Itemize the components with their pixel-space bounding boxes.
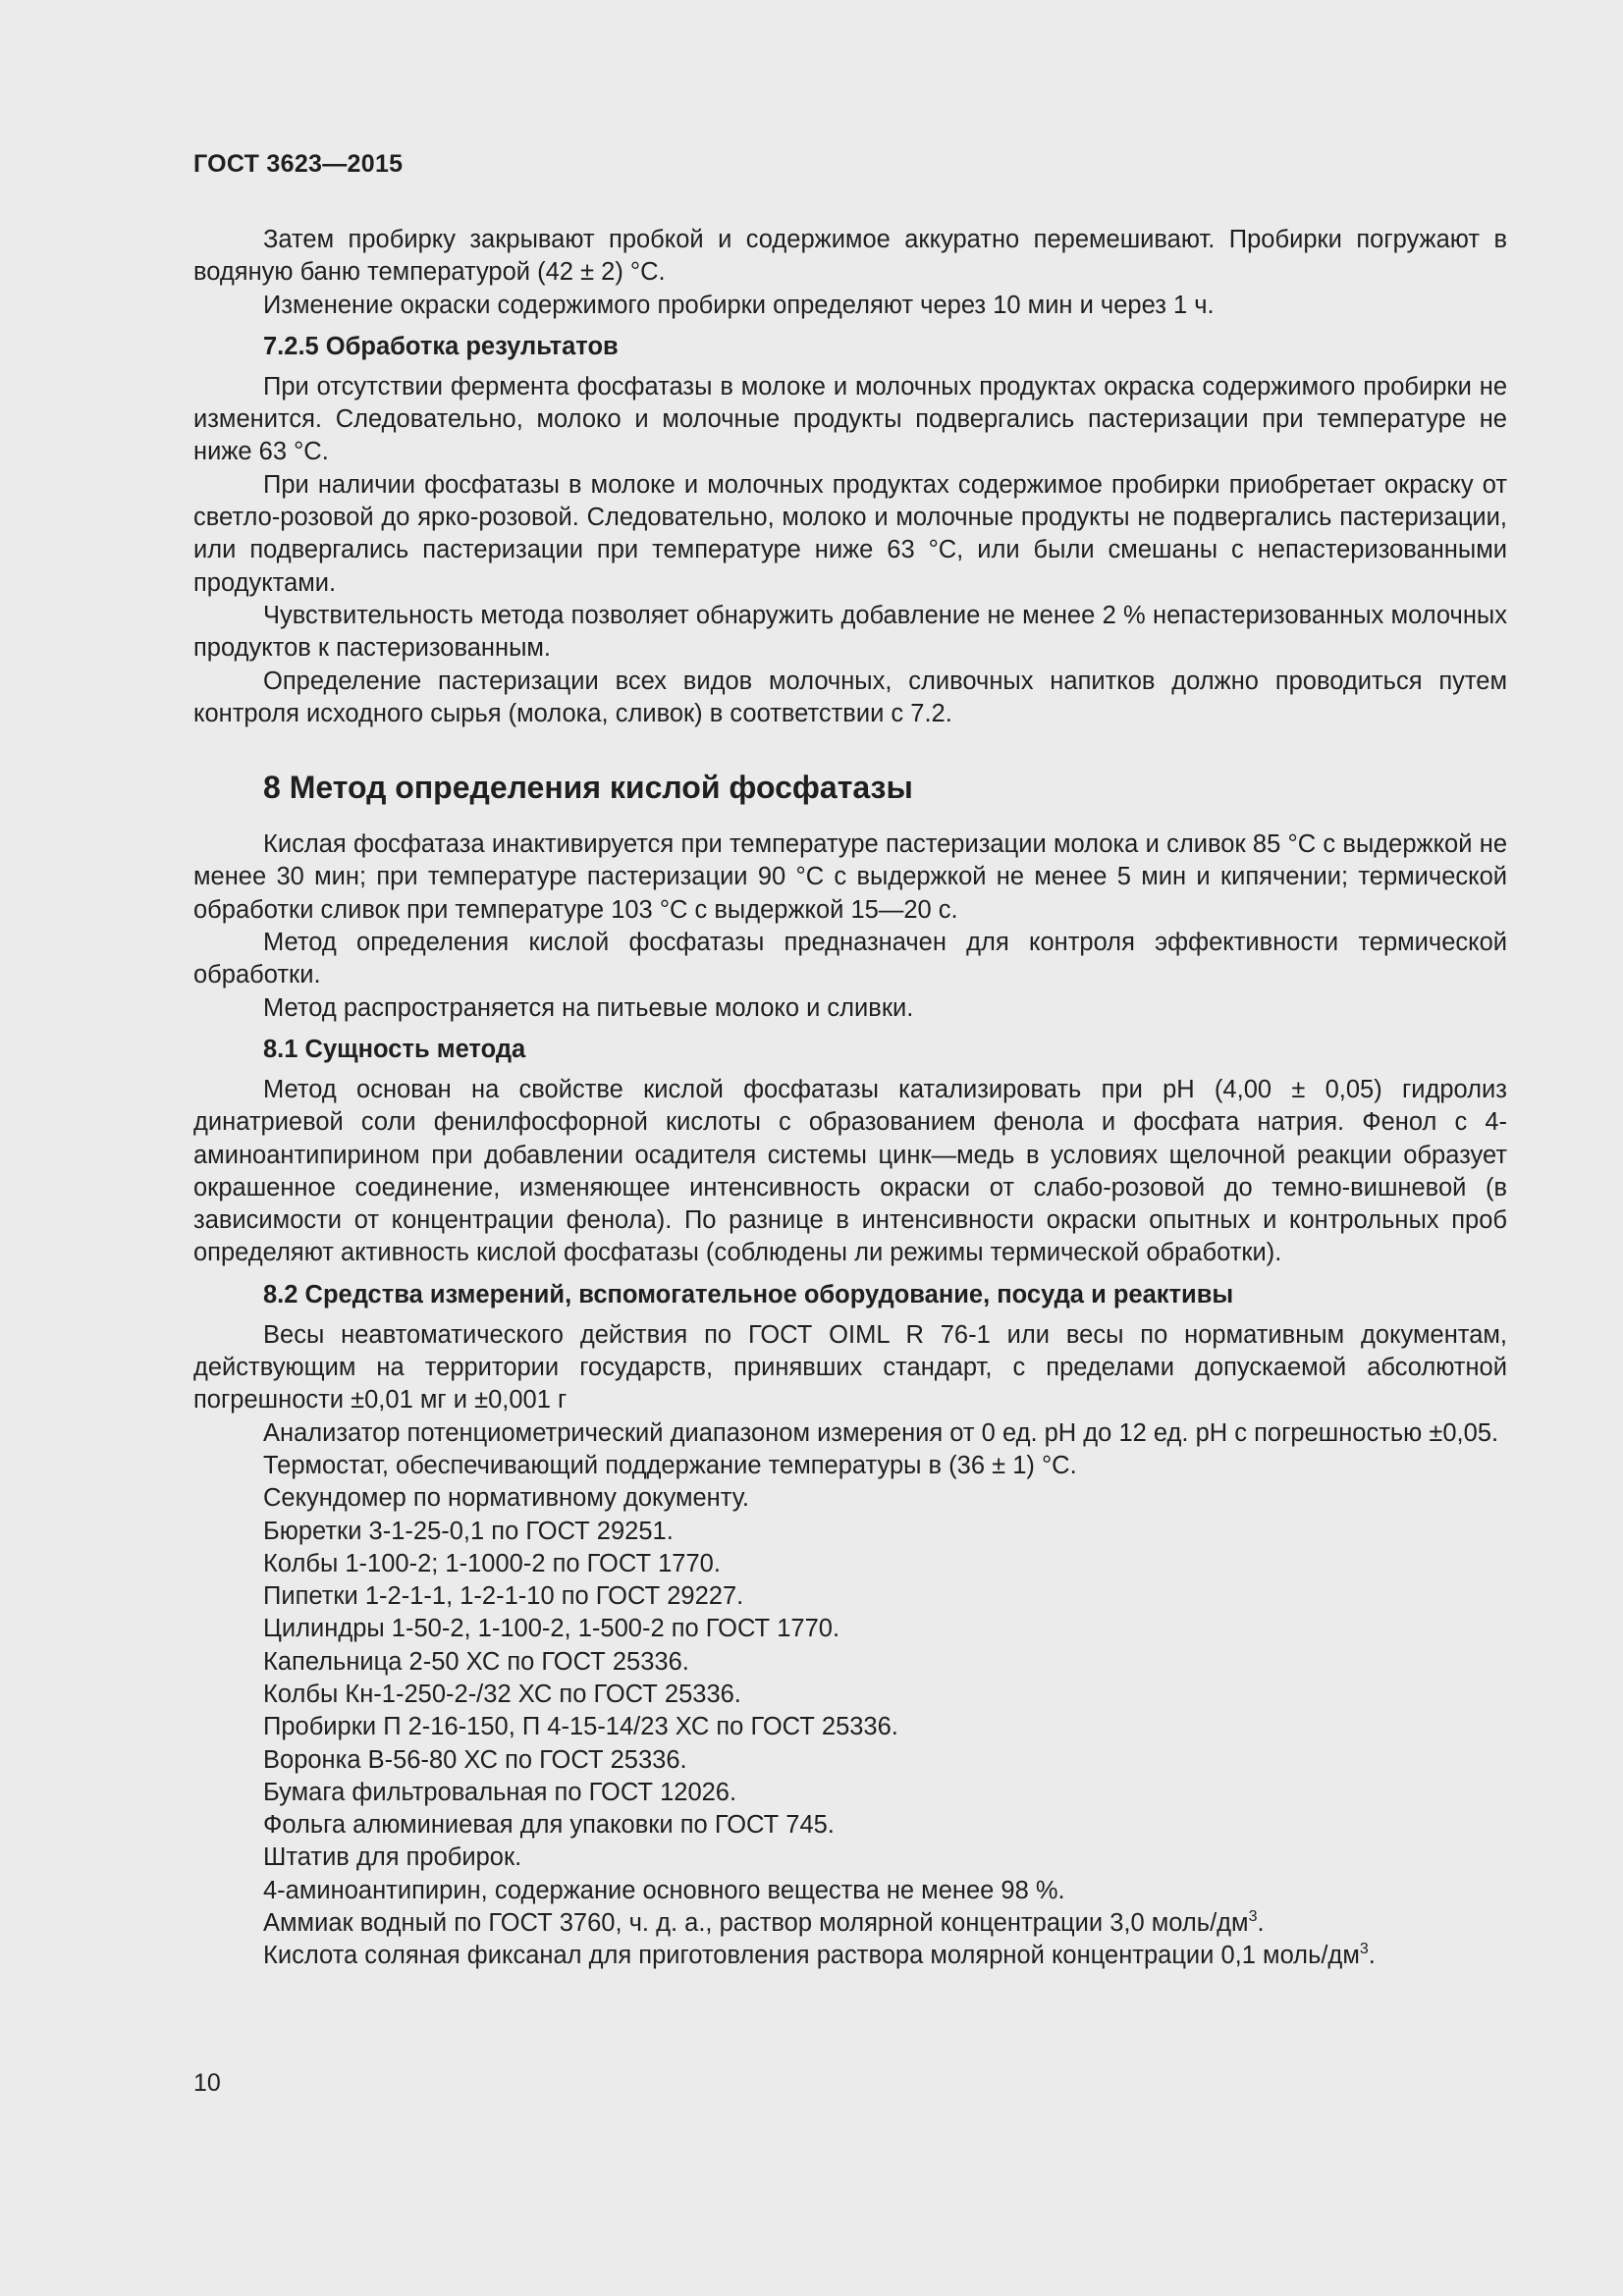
list-item: Пипетки 1-2-1-1, 1-2-1-10 по ГОСТ 29227.: [263, 1582, 744, 1611]
list-item: Бюретки 3-1-25-0,1 по ГОСТ 29251.: [263, 1517, 674, 1545]
equipment-list: [193, 1450, 1507, 1973]
list-item: Пробирки П 2-16-150, П 4-15-14/23 ХС по ГОСТ 25336.: [263, 1713, 898, 1741]
page-header: ГОСТ 3623—2015: [193, 150, 404, 178]
list-item: 4-аминоантипирин, содержание основного вещества не менее 98 %.: [263, 1876, 1065, 1904]
page-number: 10: [193, 2069, 221, 2097]
list-item: Воронка В-56-80 ХС по ГОСТ 25336.: [263, 1745, 687, 1774]
list-item-tail: .: [1257, 1909, 1265, 1938]
paragraph: Определение пастеризации всех видов молочных, сливочных напитков должно проводиться путем контроля исходного сырья (молока, сливок) в соответствии с 7.2.: [193, 667, 1507, 727]
paragraph: При отсутствии фермента фосфатазы в молоке и молочных продуктах окраска содержимого пробирки не изменится. Следовательно, молоко и молочные продукты подвергались пастеризации при температуре не ниже 63 °С.: [193, 372, 1507, 466]
superscript: 3: [1248, 1908, 1258, 1926]
paragraph: Метод распространяется на питьевые молоко и сливки.: [263, 993, 914, 1022]
subsection-heading-7-2-5: 7.2.5 Обработка результатов: [263, 332, 619, 360]
paragraph: Весы неавтоматического действия по ГОСТ OIML R 76-1 или весы по нормативным документам, действующим на территории государств, принявших стандарт, с пределами допускаемой абсолютной погрешности ±0,01 мг и ±0,001 г: [193, 1320, 1507, 1415]
section-heading-8: 8 Метод определения кислой фосфатазы: [263, 770, 913, 806]
list-item: Капельница 2-50 ХС по ГОСТ 25336.: [263, 1647, 689, 1676]
list-item: Секундомер по нормативному документу.: [263, 1484, 749, 1513]
page-content: [193, 224, 1507, 1973]
superscript: 3: [1359, 1941, 1369, 1958]
list-item: Термостат, обеспечивающий поддержание температуры в (36 ± 1) °С.: [263, 1451, 1077, 1479]
paragraph-group-intro: [193, 224, 1507, 322]
paragraph: Метод определения кислой фосфатазы предназначен для контроля эффективности термической обработки.: [193, 929, 1507, 989]
subsection-heading-8-1: 8.1 Сущность метода: [263, 1035, 526, 1063]
list-item: [193, 1907, 1507, 1940]
list-item: Штатив для пробирок.: [263, 1843, 522, 1872]
paragraph-group-method-essence: [193, 1074, 1507, 1270]
list-item-text: Аммиак водный по ГОСТ 3760, ч. д. а., раствор молярной концентрации 3,0 моль/дм: [263, 1909, 1249, 1938]
paragraph-group-results: [193, 371, 1507, 730]
list-item: Бумага фильтровальная по ГОСТ 12026.: [263, 1778, 737, 1806]
paragraph: Изменение окраски содержимого пробирки определяют через 10 мин и через 1 ч.: [263, 291, 1215, 319]
paragraph: Затем пробирку закрывают пробкой и содержимое аккуратно перемешивают. Пробирки погружают в водяную баню температурой (42 ± 2) °С.: [193, 226, 1507, 287]
subsection-heading-8-2: 8.2 Средства измерений, вспомогательное оборудование, посуда и реактивы: [263, 1280, 1234, 1308]
list-item: Цилиндры 1-50-2, 1-100-2, 1-500-2 по ГОСТ 1770.: [263, 1615, 840, 1643]
paragraph: Метод основан на свойстве кислой фосфатазы катализировать при рН (4,00 ± 0,05) гидролиз динатриевой соли фенилфосфорной кислоты с образованием фенола и фосфата натрия. Фенол с 4-аминоантипирином при добавлении осадителя системы цинк—медь в условиях щелочной реакции образует окрашенное соединение, изменяющее интенсивность окраски от слабо-розовой до темно-вишневой (в зависимости от концентрации фенола). По разнице в интенсивности окраски опытных и контрольных проб определяют активность кислой фосфатазы (соблюдены ли режимы термической обработки).: [193, 1075, 1507, 1267]
paragraph-group-equipment: [193, 1319, 1507, 1450]
list-item: Колбы 1-100-2; 1-1000-2 по ГОСТ 1770.: [263, 1549, 721, 1577]
paragraph: Анализатор потенциометрический диапазоном измерения от 0 ед. рН до 12 ед. рН с погрешностью ±0,05.: [263, 1418, 1499, 1447]
list-item: Фольга алюминиевая для упаковки по ГОСТ 745.: [263, 1811, 835, 1840]
list-item-tail: .: [1368, 1942, 1376, 1970]
list-item: Колбы Кн-1-250-2-/32 ХС по ГОСТ 25336.: [263, 1680, 741, 1708]
paragraph: Чувствительность метода позволяет обнаружить добавление не менее 2 % непастеризованных молочных продуктов к пастеризованным.: [193, 601, 1507, 663]
paragraph: При наличии фосфатазы в молоке и молочных продуктах содержимое пробирки приобретает окраску от светло-розовой до ярко-розовой. Следовательно, молоко и молочные продукты не подвергались пастеризации, или подвергались пастеризации при температуре ниже 63 °С, или были смешаны с непастеризованными продуктами.: [193, 470, 1507, 597]
paragraph-group-section-8: [193, 828, 1507, 1025]
paragraph: Кислая фосфатаза инактивируется при температуре пастеризации молока и сливок 85 °С с выдержкой не менее 30 мин; при температуре пастеризации 90 °С с выдержкой не менее 5 мин и кипячении; термической обработки сливок при температуре 103 °С с выдержкой 15—20 с.: [193, 830, 1507, 924]
list-item-text: Кислота соляная фиксанал для приготовления раствора молярной концентрации 0,1 моль/дм: [263, 1942, 1360, 1970]
list-item: [193, 1940, 1507, 1972]
